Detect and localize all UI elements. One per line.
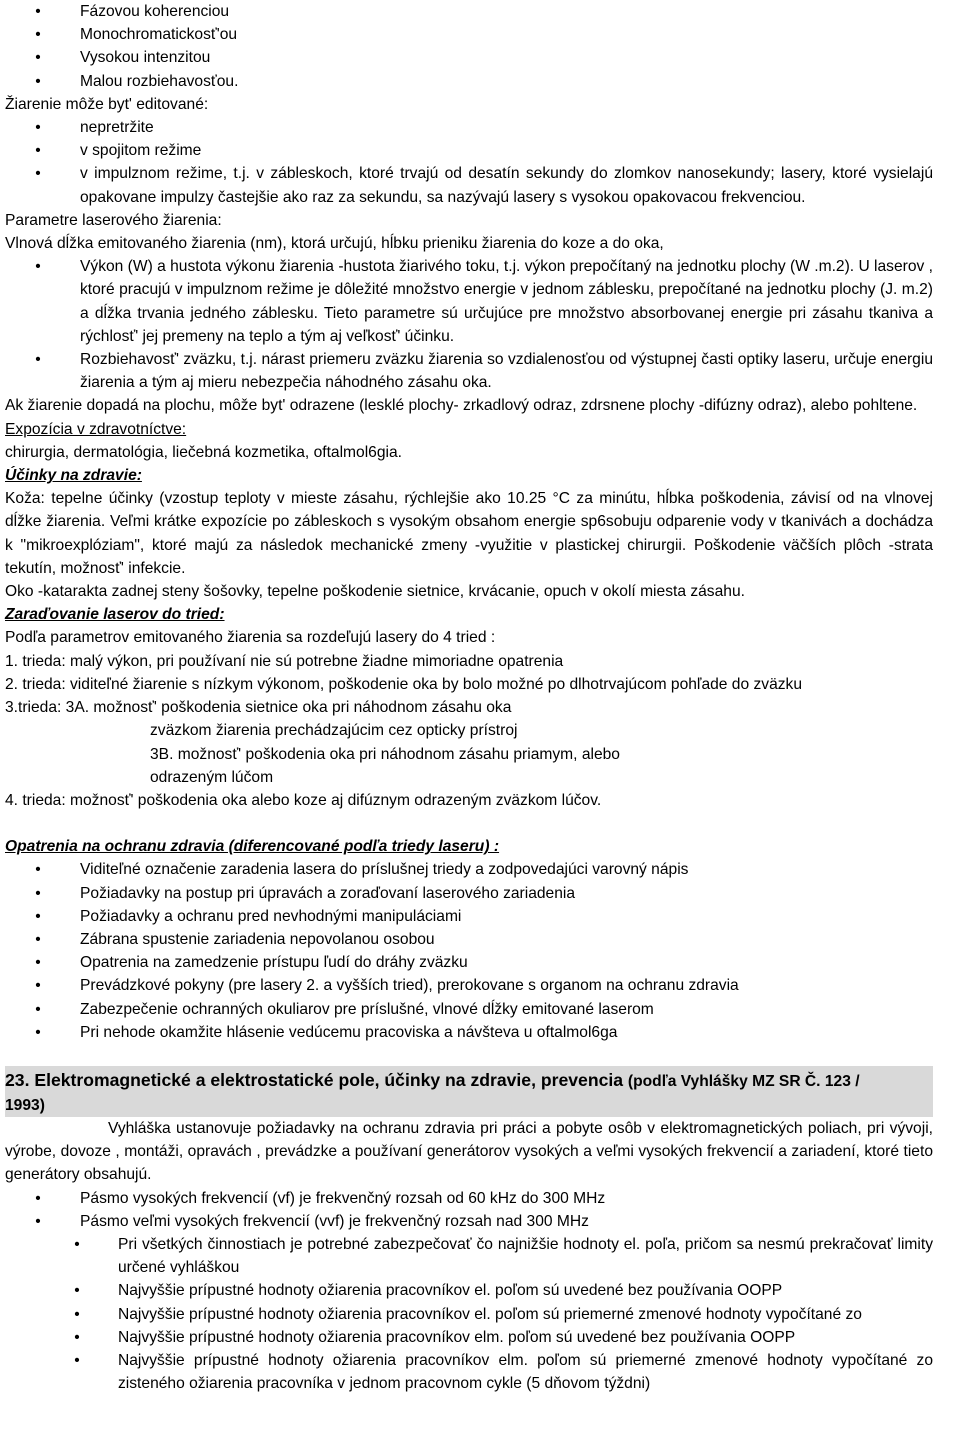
paragraph-text: Oko -katarakta zadnej steny šošovky, tepelne poškodenie sietnice, krvácanie, opuch v okolí miesta zásahu. xyxy=(5,583,745,601)
list-item: • nepretržite xyxy=(5,116,933,139)
paragraph-text: odrazeným lúčom xyxy=(150,768,274,786)
bullet-icon: • xyxy=(74,1235,80,1253)
bullet-icon: • xyxy=(35,907,41,925)
bullet-icon: • xyxy=(35,258,41,276)
bullet-icon: • xyxy=(74,1305,80,1323)
list-item: • Požiadavky na postup pri úpravách a zoraďovaní laserového zariadenia xyxy=(5,882,933,905)
paragraph-text: Koža: tepelne účinky (vzostup teploty v mieste zásahu, rýchlejšie ako 10.25 °C za minútu, hĺbka poškodenia, závisí od na vlnovej dĺžke žiarenia. Veľmi krátke expozície po zábleskoch s vysokým obsahom energie sp6sobuju odparenie vody v tkanivách a dochádza k "mikroexplóziam", ktoré majú za následok mechanické zmeny -využitie v plastickej chirurgii. Poškodenie väčších plôch -strata tekutín, možnosť' infekcie. xyxy=(5,490,933,577)
paragraph-text: 4. trieda: možnosť' poškodenia oka alebo koze aj difúznym odrazeným zväzkom lúčov. xyxy=(5,791,602,809)
paragraph-text: 2. trieda: viditeľné žiarenie s nízkym výkonom, poškodenie oka by bolo možné po dlhotrvajúcom pohľade do zväzku xyxy=(5,675,803,693)
list-item: • Zabezpečenie ochranných okuliarov pre príslušné, vlnové dĺžky emitované laserom xyxy=(5,998,933,1021)
bullet-icon: • xyxy=(35,165,41,183)
list-item: • Monochromatickosť'ou xyxy=(5,23,933,46)
list-item: • Pri všetkých činnostiach je potrebné zabezpečovať čo najnižšie hodnoty el. poľa, pričom sa nesmú prekračovať limity určené vyhláškou xyxy=(5,1233,933,1279)
paragraph-text: 3B. možnosť' poškodenia oka pri náhodnom zásahu priamym, alebo xyxy=(150,745,620,763)
list-item: • Najvyššie prípustné hodnoty ožiarenia pracovníkov el. poľom sú priemerné zmenové hodnoty vypočítané zo xyxy=(5,1303,933,1326)
bullet-icon: • xyxy=(35,49,41,67)
list-item: • Zábrana spustenie zariadenia nepovolanou osobou xyxy=(5,928,933,951)
bullet-icon: • xyxy=(35,861,41,879)
list-item: • Pásmo vysokých frekvencií (vf) je frekvenčný rozsah od 60 kHz do 300 MHz xyxy=(5,1187,933,1210)
list-item: • Najvyššie prípustné hodnoty ožiarenia pracovníkov elm. poľom sú uvedené bez používania OOPP xyxy=(5,1326,933,1349)
section-heading: Opatrenia na ochranu zdravia (diferencované podľa triedy laseru) : xyxy=(5,838,500,856)
bullet-icon: • xyxy=(35,954,41,972)
section-heading: Zaraďovanie laserov do tried: xyxy=(5,606,225,624)
paragraph-text: Ak žiarenie dopadá na plochu, môže byt' odrazene (lesklé plochy- zrkadlový odraz, zdrsnene plochy -difúzny odraz), alebo pohltene. xyxy=(5,397,918,415)
bullet-icon: • xyxy=(35,884,41,902)
section-heading: Expozícia v zdravotníctve: xyxy=(5,420,187,438)
bullet-icon: • xyxy=(35,26,41,44)
list-item: • v impulznom režime, t.j. v zábleskoch, ktoré trvajú od desatín sekundy do zlomkov nanosekundy; lasery, ktoré vysielajú opakovane impulzy častejšie ako raz za sekundu, sa nazývajú lasery s vysokou opakovacou frekvenciou. xyxy=(5,162,933,208)
bullet-icon: • xyxy=(35,1000,41,1018)
chapter-heading: 23. Elektromagnetické a elektrostatické pole, účinky na zdravie, prevencia (podľa Vyhlášky MZ SR Č. 123 / 1993) xyxy=(5,1066,933,1117)
list-item: • Vysokou intenzitou xyxy=(5,46,933,69)
bullet-icon: • xyxy=(35,930,41,948)
list-item: • Viditeľné označenie zaradenia lasera do príslušnej triedy a zodpovedajúci varovný nápis xyxy=(5,858,933,881)
list-item: • Fázovou koherenciou xyxy=(5,0,933,23)
bullet-icon: • xyxy=(35,72,41,90)
paragraph-text: 3.trieda: 3A. možnosť' poškodenia sietnice oka pri náhodnom zásahu oka xyxy=(5,699,512,717)
bullet-icon: • xyxy=(35,142,41,160)
bullet-icon: • xyxy=(35,1189,41,1207)
bullet-icon: • xyxy=(35,351,41,369)
bullet-icon: • xyxy=(74,1328,80,1346)
paragraph-text: chirurgia, dermatológia, liečebná kozmetika, oftalmol6gia. xyxy=(5,443,402,461)
bullet-icon: • xyxy=(35,119,41,137)
list-item: • Rozbiehavosť' zväzku, t.j. nárast priemeru zväzku žiarenia so vzdialenosťou od výstupnej časti optiky laseru, určuje energiu žiarenia a tým aj mieru nebezpečia náhodného zásahu oka. xyxy=(5,348,933,394)
paragraph-text: 1. trieda: malý výkon, pri používaní nie sú potrebne žiadne mimoriadne opatrenia xyxy=(5,652,564,670)
list-item: • v spojitom režime xyxy=(5,139,933,162)
bullet-icon: • xyxy=(35,1023,41,1041)
paragraph-text: Vlnová dĺžka emitovaného žiarenia (nm), ktorá určujú, hĺbku prieniku žiarenia do koze a do oka, xyxy=(5,235,664,253)
bullet-icon: • xyxy=(74,1282,80,1300)
list-item: • Prevádzkové pokyny (pre lasery 2. a vyšších tried), prerokovane s organom na ochranu zdravia xyxy=(5,974,933,997)
list-item: • Malou rozbiehavosťou. xyxy=(5,70,933,93)
bullet-icon: • xyxy=(35,977,41,995)
bullet-icon: • xyxy=(74,1351,80,1369)
list-item: • Pásmo veľmi vysokých frekvencií (vvf) je frekvenčný rozsah nad 300 MHz xyxy=(5,1210,933,1233)
list-item: • Požiadavky a ochranu pred nevhodnými manipuláciami xyxy=(5,905,933,928)
list-item: • Výkon (W) a hustota výkonu žiarenia -hustota žiarivého toku, t.j. výkon prepočítaný na jednotku plochy (W .m.2). U laserov , ktoré pracujú v impulznom režime je dôležité množstvo energie v jednom záblesku, prepočítané na jednotku plochy (J. m.2) a dĺžka trvania jedného záblesku. Tieto parametre sú určujúce pre množstvo absorbovanej energie pri zásahu tkaniva a rýchlosť' jej premeny na teplo a tým aj veľkosť' účinku. xyxy=(5,255,933,348)
list-item: • Pri nehode okamžite hlásenie vedúcemu pracoviska a návšteva u oftalmol6ga xyxy=(5,1021,933,1044)
list-item: • Opatrenia na zamedzenie prístupu ľudí do dráhy zväzku xyxy=(5,951,933,974)
paragraph-text: Podľa parametrov emitovaného žiarenia sa rozdeľujú lasery do 4 tried : xyxy=(5,629,496,647)
paragraph-text: Žiarenie môže byt' editované: xyxy=(5,95,209,113)
bullet-icon: • xyxy=(35,3,41,20)
paragraph-text: Parametre laserového žiarenia: xyxy=(5,211,222,229)
list-item: • Najvyššie prípustné hodnoty ožiarenia pracovníkov el. poľom sú uvedené bez používania OOPP xyxy=(5,1279,933,1302)
section-heading: Účinky na zdravie: xyxy=(5,467,142,485)
paragraph-text: Vyhláška ustanovuje požiadavky na ochranu zdravia pri práci a pobyte osôb v elektromagnetických poliach, pri vývoji, výrobe, dovoze , montáži, opravách , prevádzke a používaní generátorov vysokých a veľmi vysokých frekvencií a zariadení, ktoré tieto generátory obsahujú. xyxy=(5,1119,933,1184)
paragraph-text: zväzkom žiarenia prechádzajúcim cez opticky prístroj xyxy=(150,722,518,740)
list-item: • Najvyššie prípustné hodnoty ožiarenia pracovníkov elm. poľom sú priemerné zmenové hodnoty vypočítané zo zisteného ožiarenia pracovníka v jednom pracovnom cykle (5 dňovom týždni) xyxy=(5,1349,933,1395)
bullet-icon: • xyxy=(35,1212,41,1230)
